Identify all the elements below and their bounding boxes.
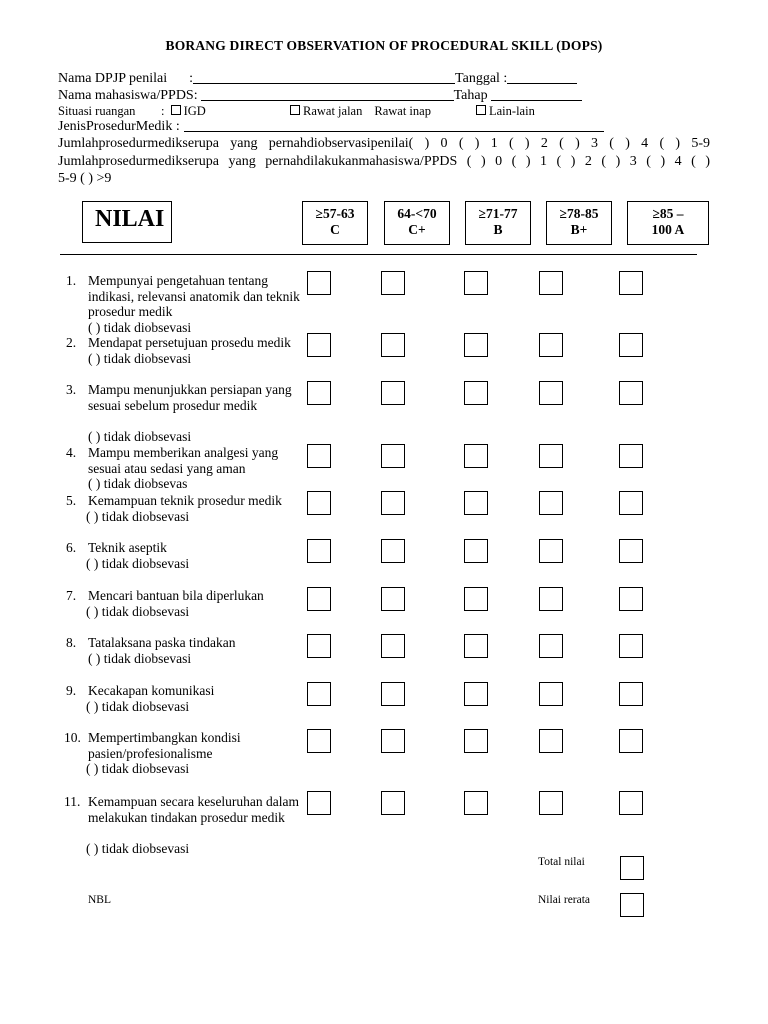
tahap-label: Tahap	[453, 88, 488, 103]
igd-checkbox[interactable]	[171, 105, 181, 115]
not-observed-option[interactable]: ( ) tidak diobsevasi	[86, 840, 190, 856]
form-title: BORANG DIRECT OBSERVATION OF PROCEDURAL SKILL (DOPS)	[165, 38, 603, 53]
situasi-options	[161, 104, 206, 119]
mahasiswa-label: Nama mahasiswa/PPDS:	[58, 88, 198, 103]
grade-header-b-plus	[546, 201, 612, 245]
grade-letter: B+	[570, 222, 588, 237]
jumlah-dilakukan-cont: 5-9 ( ) >9	[58, 171, 112, 186]
score-checkbox-6-4[interactable]	[539, 539, 563, 563]
item-number: 10.	[64, 730, 81, 745]
grade-range: ≥78-85	[559, 206, 599, 221]
item-text: Mampu memberikan analgesi yang sesuai atau sedasi yang aman	[88, 445, 279, 476]
score-checkbox-9-1[interactable]	[307, 682, 331, 706]
score-checkbox-8-4[interactable]	[539, 634, 563, 658]
total-nilai-box[interactable]	[620, 856, 644, 880]
dpjp-field[interactable]	[193, 71, 455, 84]
lain-options	[476, 104, 535, 119]
nilai-label: NILAI	[82, 201, 172, 243]
item-number: 4.	[66, 445, 77, 460]
tanggal-label: Tanggal :	[455, 71, 508, 86]
score-checkbox-2-1[interactable]	[307, 333, 331, 357]
score-checkbox-9-4[interactable]	[539, 682, 563, 706]
score-checkbox-1-2[interactable]	[381, 271, 405, 295]
score-checkbox-7-2[interactable]	[381, 587, 405, 611]
grade-range: ≥71-77	[478, 206, 518, 221]
score-checkbox-5-5[interactable]	[619, 491, 643, 515]
lain-lain-checkbox[interactable]	[476, 105, 486, 115]
score-checkbox-2-3[interactable]	[464, 333, 488, 357]
tanggal-field[interactable]	[507, 71, 577, 84]
tahap-field[interactable]	[491, 88, 582, 101]
score-checkbox-11-4[interactable]	[539, 791, 563, 815]
score-checkbox-5-2[interactable]	[381, 491, 405, 515]
not-observed-option[interactable]: ( ) tidak diobsevasi	[86, 508, 190, 524]
grade-range: ≥57-63	[315, 206, 355, 221]
score-checkbox-5-1[interactable]	[307, 491, 331, 515]
score-checkbox-7-3[interactable]	[464, 587, 488, 611]
score-checkbox-8-2[interactable]	[381, 634, 405, 658]
item-text: Mempunyai pengetahuan tentang indikasi, relevansi anatomik dan teknik prosedur medik	[88, 273, 300, 319]
grade-header-c	[302, 201, 368, 245]
not-observed-option[interactable]: ( ) tidak diobsevasi	[86, 698, 190, 714]
grade-letter: C	[330, 222, 340, 237]
score-checkbox-3-4[interactable]	[539, 381, 563, 405]
not-observed-option[interactable]: ( ) tidak diobsevasi	[86, 555, 190, 571]
lain-lain-label: Lain-lain	[489, 104, 535, 118]
header-divider	[60, 254, 697, 255]
rawat-options	[290, 104, 431, 119]
score-checkbox-6-2[interactable]	[381, 539, 405, 563]
score-checkbox-10-3[interactable]	[464, 729, 488, 753]
score-checkbox-9-5[interactable]	[619, 682, 643, 706]
item-number: 9.	[66, 683, 77, 698]
not-observed-option[interactable]: ( ) tidak diobsevasi	[88, 650, 192, 666]
dpjp-colon: :	[189, 71, 194, 86]
score-checkbox-8-1[interactable]	[307, 634, 331, 658]
score-checkbox-8-5[interactable]	[619, 634, 643, 658]
nilai-rerata-box[interactable]	[620, 893, 644, 917]
item-text: Mempertimbangkan kondisi pasien/profesionalisme	[88, 730, 241, 761]
score-checkbox-6-1[interactable]	[307, 539, 331, 563]
not-observed-option[interactable]: ( ) tidak diobsevasi	[86, 761, 190, 776]
score-checkbox-3-5[interactable]	[619, 381, 643, 405]
score-checkbox-5-4[interactable]	[539, 491, 563, 515]
score-checkbox-1-5[interactable]	[619, 271, 643, 295]
score-checkbox-4-5[interactable]	[619, 444, 643, 468]
score-checkbox-4-1[interactable]	[307, 444, 331, 468]
score-checkbox-4-2[interactable]	[381, 444, 405, 468]
score-checkbox-3-3[interactable]	[464, 381, 488, 405]
score-checkbox-3-1[interactable]	[307, 381, 331, 405]
not-observed-option[interactable]: ( ) tidak diobsevasi	[86, 603, 190, 619]
rawat-inap-label: Rawat inap	[374, 104, 431, 118]
jenis-field[interactable]	[184, 119, 604, 132]
score-checkbox-11-3[interactable]	[464, 791, 488, 815]
nilai-rerata-label: Nilai rerata	[538, 894, 591, 906]
grade-letter: C+	[408, 222, 426, 237]
score-checkbox-6-5[interactable]	[619, 539, 643, 563]
nbl-label: NBL	[88, 894, 111, 906]
score-checkbox-4-3[interactable]	[464, 444, 488, 468]
score-checkbox-2-4[interactable]	[539, 333, 563, 357]
item-number: 7.	[66, 588, 77, 603]
score-checkbox-11-2[interactable]	[381, 791, 405, 815]
not-observed-option[interactable]: ( ) tidak diobsevasi	[88, 319, 192, 335]
jenis-label: JenisProsedurMedik :	[58, 119, 180, 134]
rawat-jalan-checkbox[interactable]	[290, 105, 300, 115]
score-checkbox-4-4[interactable]	[539, 444, 563, 468]
item-number: 6.	[66, 540, 77, 555]
item-number: 3.	[66, 382, 77, 397]
score-checkbox-2-2[interactable]	[381, 333, 405, 357]
item-text: Mencari bantuan bila diperlukan	[88, 588, 264, 603]
score-checkbox-6-3[interactable]	[464, 539, 488, 563]
score-checkbox-10-1[interactable]	[307, 729, 331, 753]
item-text: Mendapat persetujuan prosedu medik	[88, 335, 291, 350]
not-observed-option[interactable]: ( ) tidak diobsevasi	[88, 350, 192, 366]
total-nilai-label: Total nilai	[538, 856, 585, 868]
item-number: 1.	[66, 273, 77, 288]
dpjp-label: Nama DPJP penilai	[58, 71, 168, 86]
score-checkbox-5-3[interactable]	[464, 491, 488, 515]
rawat-jalan-label: Rawat jalan	[303, 104, 363, 118]
item-number: 11.	[64, 794, 81, 809]
situasi-colon: :	[161, 104, 165, 118]
grade-header-c-plus	[384, 201, 450, 245]
score-checkbox-7-5[interactable]	[619, 587, 643, 611]
grade-range: 64-<70	[397, 206, 437, 221]
score-checkbox-10-5[interactable]	[619, 729, 643, 753]
grade-header-a	[627, 201, 709, 245]
item-number: 2.	[66, 335, 77, 350]
score-checkbox-8-3[interactable]	[464, 634, 488, 658]
score-checkbox-11-5[interactable]	[619, 791, 643, 815]
score-checkbox-10-2[interactable]	[381, 729, 405, 753]
mahasiswa-field[interactable]	[201, 88, 454, 101]
dpjp-row	[58, 71, 577, 87]
grade-header-b	[465, 201, 531, 245]
grade-range: ≥85 –	[652, 206, 684, 221]
score-checkbox-1-1[interactable]	[307, 271, 331, 295]
not-observed-option[interactable]: ( ) tidak diobsevas	[88, 476, 188, 491]
score-checkbox-10-4[interactable]	[539, 729, 563, 753]
score-checkbox-1-4[interactable]	[539, 271, 563, 295]
score-checkbox-7-4[interactable]	[539, 587, 563, 611]
igd-label: IGD	[183, 104, 206, 118]
score-checkbox-1-3[interactable]	[464, 271, 488, 295]
grade-letter: 100 A	[651, 222, 685, 237]
score-checkbox-9-2[interactable]	[381, 682, 405, 706]
score-checkbox-9-3[interactable]	[464, 682, 488, 706]
score-checkbox-7-1[interactable]	[307, 587, 331, 611]
jenis-row	[58, 119, 604, 135]
jumlah-dilakukan: Jumlahprosedurmedikserupa yang pernahdilakukanmahasiswa/PPDS ( ) 0 ( ) 1 ( ) 2 ( ) 3 ( ) 4 ( )	[58, 154, 710, 169]
item-text: Mampu menunjukkan persiapan yang sesuai sebelum prosedur medik	[88, 382, 292, 413]
grade-letter: B	[493, 222, 503, 237]
mahasiswa-row	[58, 88, 582, 104]
item-text: Kemampuan secara keseluruhan dalam melakukan tindakan prosedur medik	[88, 794, 300, 825]
item-text: Tatalaksana paska tindakan	[88, 635, 236, 650]
score-checkbox-2-5[interactable]	[619, 333, 643, 357]
item-number: 8.	[66, 635, 77, 650]
jumlah-dinilai: Jumlahprosedurmedikserupa yang pernahdiobservasipenilai( ) 0 ( ) 1 ( ) 2 ( ) 3 ( ) 4 ( ) 5-9	[58, 136, 710, 151]
item-number: 5.	[66, 493, 77, 508]
not-observed-option[interactable]: ( ) tidak diobsevasi	[88, 428, 192, 444]
situasi-row	[58, 104, 135, 119]
situasi-label: Situasi ruangan	[58, 104, 136, 118]
score-checkbox-3-2[interactable]	[381, 381, 405, 405]
item-text: Kecakapan komunikasi	[88, 683, 215, 698]
item-text: Teknik aseptik	[88, 540, 167, 555]
item-text: Kemampuan teknik prosedur medik	[88, 493, 282, 508]
score-checkbox-11-1[interactable]	[307, 791, 331, 815]
